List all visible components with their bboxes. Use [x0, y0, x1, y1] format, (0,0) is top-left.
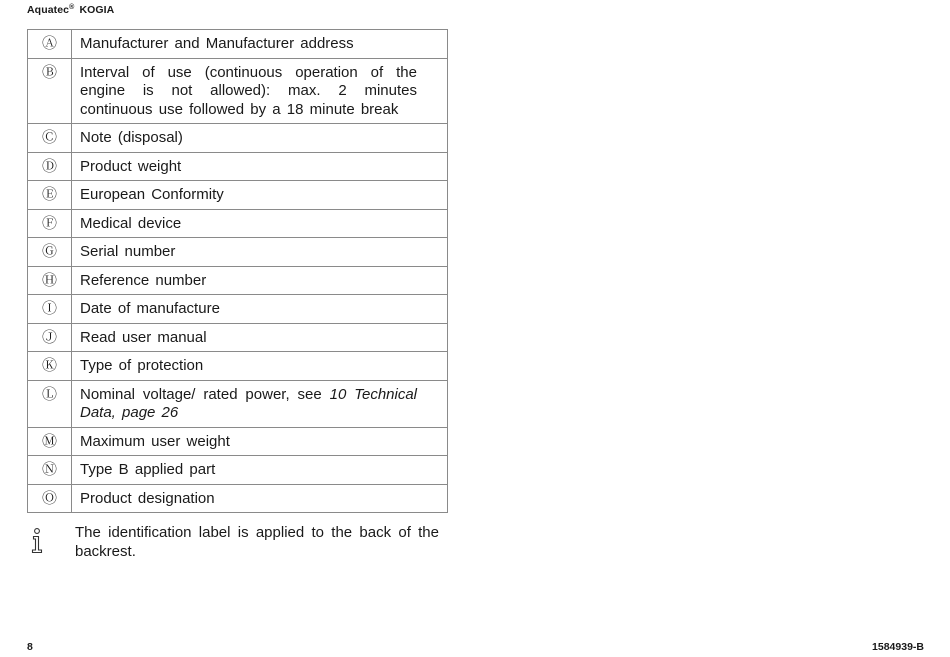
legend-symbol: Ⓖ — [28, 238, 72, 267]
legend-symbol: Ⓔ — [28, 181, 72, 210]
table-row — [28, 323, 448, 352]
legend-description: Product weight — [72, 152, 448, 181]
label-legend-table — [27, 29, 448, 513]
table-row — [28, 456, 448, 485]
legend-description: Manufacturer and Manufacturer address — [72, 30, 448, 59]
legend-symbol: Ⓛ — [28, 380, 72, 427]
legend-symbol: Ⓘ — [28, 295, 72, 324]
product-name: KOGIA — [79, 4, 115, 16]
table-row — [28, 352, 448, 381]
legend-description: Type B applied part — [72, 456, 448, 485]
table-row — [28, 427, 448, 456]
note-text: The identification label is applied to the back of the backrest. — [75, 524, 439, 560]
table-row — [28, 295, 448, 324]
document-id: 1584939-B — [872, 641, 924, 653]
legend-description: Serial number — [72, 238, 448, 267]
legend-description: Maximum user weight — [72, 427, 448, 456]
legend-symbol: Ⓝ — [28, 456, 72, 485]
legend-symbol: Ⓐ — [28, 30, 72, 59]
info-icon — [27, 524, 75, 561]
legend-description: Product designation — [72, 484, 448, 513]
legend-description: Interval of use (continuous operation of the engine is not allowed): max. 2 minutes continuous use followed by a 18 minute break — [72, 58, 448, 124]
table-row — [28, 58, 448, 124]
registered-mark: ® — [69, 4, 75, 11]
table-row — [28, 124, 448, 153]
legend-description — [72, 380, 448, 427]
running-header — [27, 4, 114, 16]
legend-symbol: Ⓚ — [28, 352, 72, 381]
legend-symbol: Ⓕ — [28, 209, 72, 238]
legend-description: Date of manufacture — [72, 295, 448, 324]
table-row — [28, 30, 448, 59]
legend-description: Medical device — [72, 209, 448, 238]
table-row — [28, 209, 448, 238]
table-row — [28, 380, 448, 427]
legend-symbol: Ⓙ — [28, 323, 72, 352]
legend-description: Type of protection — [72, 352, 448, 381]
page-number: 8 — [27, 641, 33, 653]
legend-symbol: Ⓜ — [28, 427, 72, 456]
legend-symbol: Ⓒ — [28, 124, 72, 153]
table-row — [28, 181, 448, 210]
table-row — [28, 484, 448, 513]
info-note — [27, 524, 439, 561]
table-row — [28, 238, 448, 267]
legend-description: Reference number — [72, 266, 448, 295]
table-row — [28, 266, 448, 295]
table-row — [28, 152, 448, 181]
legend-description: European Conformity — [72, 181, 448, 210]
legend-description: Read user manual — [72, 323, 448, 352]
brand-name: Aquatec — [27, 4, 70, 16]
cross-reference-link[interactable]: 10 Technical Data, page 26 — [80, 385, 418, 421]
legend-description: Note (disposal) — [72, 124, 448, 153]
legend-symbol: Ⓑ — [28, 58, 72, 124]
legend-description-prefix: Nominal voltage/ rated power, see — [80, 385, 330, 403]
legend-symbol: Ⓞ — [28, 484, 72, 513]
legend-symbol: Ⓓ — [28, 152, 72, 181]
legend-symbol: Ⓗ — [28, 266, 72, 295]
